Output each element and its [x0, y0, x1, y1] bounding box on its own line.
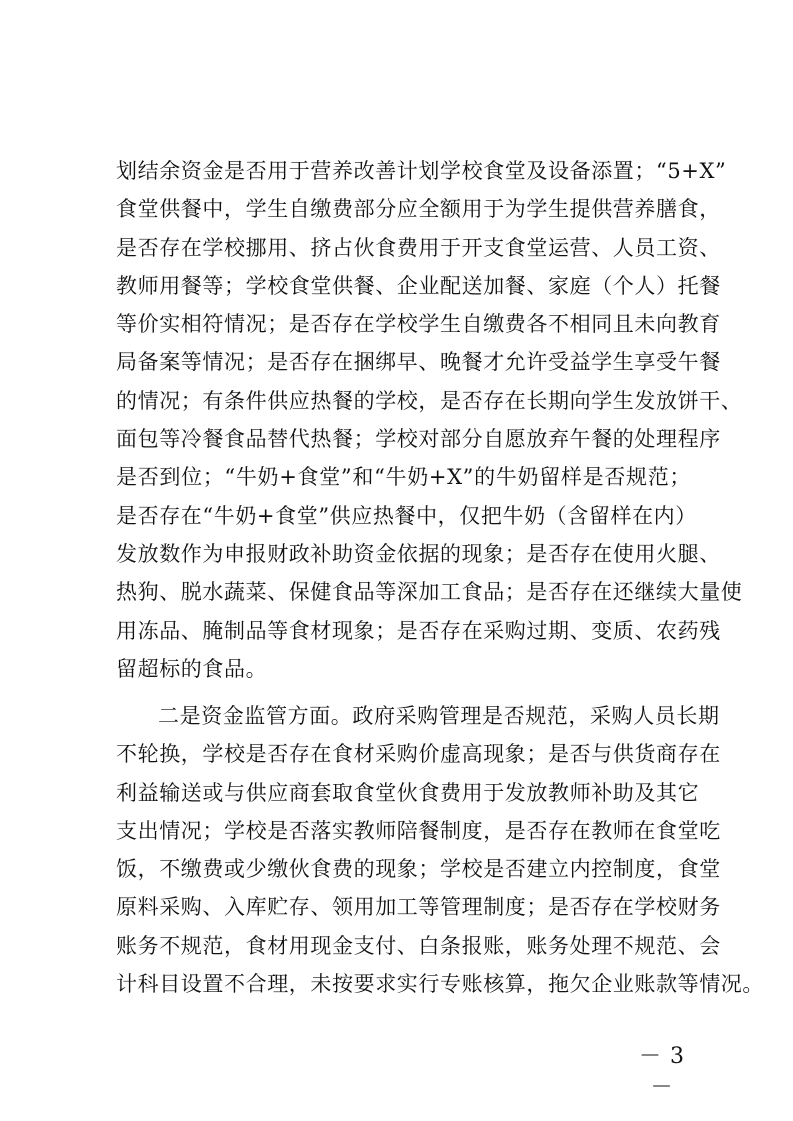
text-line: 等价实相符情况；是否存在学校学生自缴费各不相同且未向教育 [116, 312, 721, 337]
text-line: 局备案等情况；是否存在捆绑早、晚餐才允许受益学生享受午餐 [116, 350, 721, 375]
text-line: 食堂供餐中，学生自缴费部分应全额用于为学生提供营养膳食， [116, 197, 721, 222]
text-line: 利益输送或与供应商套取食堂伙食费用于发放教师补助及其它 [116, 780, 700, 805]
text-line: 支出情况；学校是否落实教师陪餐制度，是否存在教师在食堂吃 [116, 818, 721, 843]
text-line: 发放数作为申报财政补助资金依据的现象；是否存在使用火腿、 [116, 541, 721, 566]
page-number: － 3 － [639, 1044, 685, 1100]
text-line: 用冻品、腌制品等食材现象；是否存在采购过期、变质、农药残 [116, 618, 721, 643]
text-line: 账务不规范，食材用现金支付、白条报账，账务处理不规范、会 [116, 933, 721, 958]
text-line: 是否到位；“牛奶+食堂”和“牛奶+X”的牛奶留样是否规范； [116, 465, 691, 490]
text-line: 教师用餐等；学校食堂供餐、企业配送加餐、家庭（个人）托餐 [116, 273, 721, 298]
text-line: 饭，不缴费或少缴伙食费的现象；学校是否建立内控制度，食堂 [116, 857, 721, 882]
text-line: 不轮换，学校是否存在食材采购价虚高现象；是否与供货商存在 [116, 742, 721, 767]
text-line: 划结余资金是否用于营养改善计划学校食堂及设备添置；“5+X” [116, 159, 727, 183]
text-line: 二是资金监管方面。政府采购管理是否规范，采购人员长期 [158, 704, 720, 728]
paragraph-2 [116, 697, 764, 1003]
text-line: 留超标的食品。 [116, 656, 268, 681]
text-line: 原料采购、入库贮存、领用加工等管理制度；是否存在学校财务 [116, 895, 721, 920]
paragraph-1 [116, 152, 743, 688]
text-line: 面包等冷餐食品替代热餐；学校对部分自愿放弃午餐的处理程序 [116, 427, 721, 452]
text-line: 热狗、脱水蔬菜、保健食品等深加工食品；是否存在还继续大量使 [116, 580, 743, 605]
text-line: 的情况；有条件供应热餐的学校，是否存在长期向学生发放饼干、 [116, 388, 743, 413]
text-line: 是否存在“牛奶+食堂”供应热餐中，仅把牛奶（含留样在内） [116, 503, 697, 528]
text-line: 是否存在学校挪用、挤占伙食费用于开支食堂运营、人员工资、 [116, 235, 721, 260]
text-line: 计科目设置不合理，未按要求实行专账核算，拖欠企业账款等情况。 [116, 972, 764, 997]
